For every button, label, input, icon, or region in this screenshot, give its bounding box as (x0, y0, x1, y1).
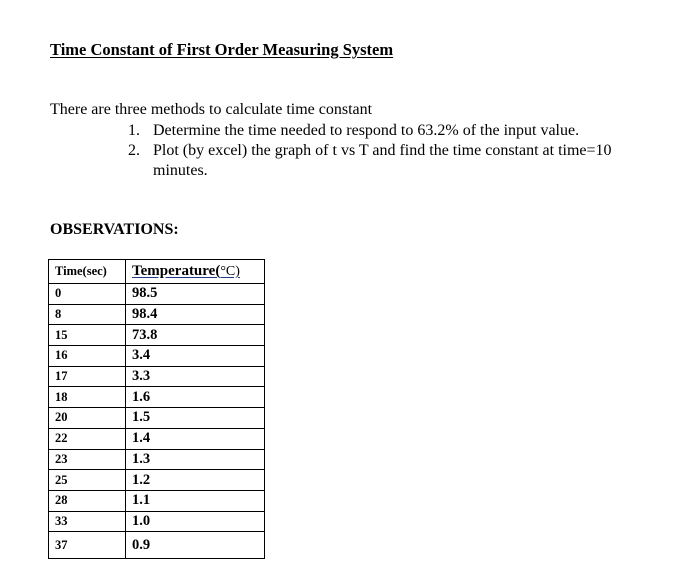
time-cell: 28 (49, 490, 126, 511)
method-item (128, 141, 668, 181)
observations-heading: OBSERVATIONS: (50, 221, 179, 238)
time-cell: 17 (49, 366, 126, 387)
observations-table (48, 259, 265, 559)
table-row (49, 284, 265, 305)
table-row (49, 511, 265, 532)
temperature-cell: 98.4 (126, 304, 265, 325)
temperature-cell: 0.9 (126, 532, 265, 559)
temperature-cell: 1.1 (126, 490, 265, 511)
table-row (49, 532, 265, 559)
method-number: 2. (128, 142, 140, 159)
time-cell: 33 (49, 511, 126, 532)
time-cell: 8 (49, 304, 126, 325)
time-cell: 25 (49, 470, 126, 491)
table-row (49, 304, 265, 325)
temperature-header-label: Temperature( (132, 263, 221, 279)
temperature-cell: 1.2 (126, 470, 265, 491)
temperature-cell: 1.3 (126, 449, 265, 470)
temperature-unit-label: °C) (220, 264, 240, 279)
temperature-cell: 1.5 (126, 408, 265, 429)
time-cell: 37 (49, 532, 126, 559)
table-row (49, 346, 265, 367)
table-row (49, 449, 265, 470)
temperature-cell: 1.6 (126, 387, 265, 408)
table-row (49, 387, 265, 408)
temperature-column-header (126, 260, 265, 284)
method-text: Plot (by excel) the graph of t vs T and find the time constant at time=10 minutes. (153, 142, 612, 179)
method-text: Determine the time needed to respond to 63.2% of the input value. (153, 122, 580, 139)
time-column-header: Time(sec) (49, 260, 126, 284)
time-cell: 23 (49, 449, 126, 470)
table-row (49, 408, 265, 429)
table-row (49, 490, 265, 511)
time-cell: 0 (49, 284, 126, 305)
table-header-row (49, 260, 265, 284)
temperature-cell: 1.0 (126, 511, 265, 532)
document-title: Time Constant of First Order Measuring System (50, 40, 394, 59)
temperature-cell: 3.4 (126, 346, 265, 367)
time-cell: 16 (49, 346, 126, 367)
table-row (49, 428, 265, 449)
methods-list (128, 121, 668, 181)
method-item (128, 121, 668, 141)
table-row (49, 366, 265, 387)
time-cell: 22 (49, 428, 126, 449)
time-cell: 18 (49, 387, 126, 408)
temperature-cell: 3.3 (126, 366, 265, 387)
time-cell: 20 (49, 408, 126, 429)
table-row (49, 325, 265, 346)
table-row (49, 470, 265, 491)
temperature-cell: 1.4 (126, 428, 265, 449)
intro-text: There are three methods to calculate time constant (50, 101, 373, 118)
method-number: 1. (128, 122, 140, 139)
time-cell: 15 (49, 325, 126, 346)
temperature-cell: 73.8 (126, 325, 265, 346)
temperature-cell: 98.5 (126, 284, 265, 305)
